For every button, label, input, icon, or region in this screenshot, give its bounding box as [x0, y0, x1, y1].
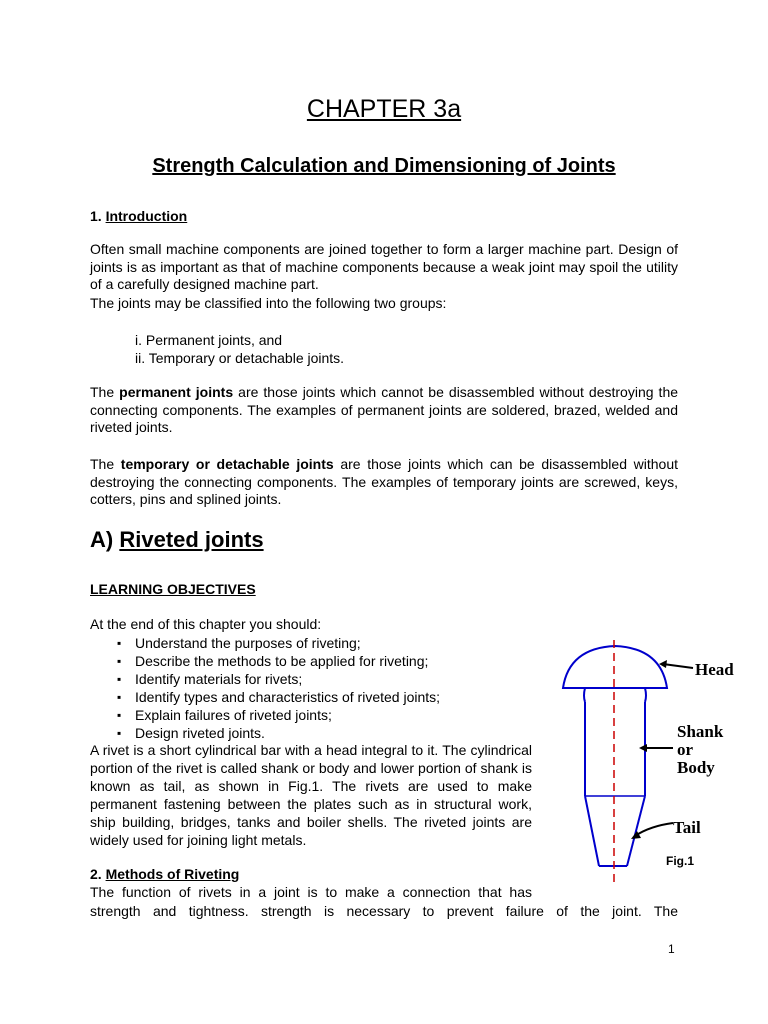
- section-title: Methods of Riveting: [105, 866, 240, 882]
- figure-caption: Fig.1: [666, 854, 695, 868]
- label-tail: Tail: [673, 818, 701, 837]
- objectives-list: [117, 634, 440, 742]
- learning-objectives-heading: LEARNING OBJECTIVES: [90, 581, 256, 597]
- term-permanent-joints: permanent joints: [119, 384, 234, 400]
- list-item: ▪ Identify types and characteristics of riveted joints;: [117, 688, 440, 706]
- arrow-head: [639, 744, 647, 752]
- head-arrow: [663, 664, 693, 668]
- list-item: ▪ Identify materials for rivets;: [117, 670, 440, 688]
- tail-left-edge: [585, 796, 599, 866]
- rivet-description: A rivet is a short cylindrical bar with a head integral to it. The cylindrical portion of the rivet is called shank or body and lower portion of shank is known as tail, as shown in Fig.1. The rivets are used to make permanent fastening between the plates such as in structural work, ship building, bridges, tanks and boiler shells. The riveted joints are widely used for joining light metals.: [90, 742, 532, 848]
- section-number: 1.: [90, 208, 102, 224]
- label-head: Head: [695, 660, 734, 679]
- intro-paragraph: Often small machine components are joined together to form a larger machine part. Design of joints is as important as that of machine components because a weak joint may spoil the utility of a carefully designed machine part.: [90, 241, 678, 292]
- chapter-title: CHAPTER 3a: [306, 95, 462, 123]
- list-item: ▪ Understand the purposes of riveting;: [117, 634, 440, 652]
- temporary-joints-paragraph: [90, 456, 678, 509]
- label-body: Body: [677, 758, 715, 777]
- text: The: [90, 456, 115, 472]
- methods-line-2: strength and tightness. strength is necessary to prevent failure of the joint. The: [90, 903, 678, 919]
- heading-text: Riveted joints: [119, 527, 264, 552]
- head-fillet-left: [584, 688, 585, 702]
- term-temporary-joints: temporary or detachable joints: [120, 456, 334, 472]
- permanent-joints-paragraph: [90, 384, 678, 437]
- text: are those joints which can be disassembled without destroying the connecting components. The examples of temporary joints are screwed, keys, cotters, pins and splined joints.: [90, 456, 678, 507]
- section-title: Introduction: [105, 208, 188, 224]
- page-number: 1: [668, 942, 675, 956]
- list-item: ▪ Describe the methods to be applied for riveting;: [117, 652, 440, 670]
- list-item: ▪ Design riveted joints.: [117, 724, 440, 742]
- text: The: [90, 384, 115, 400]
- section-heading-methods: [90, 866, 239, 882]
- riveted-joints-heading: [90, 527, 264, 553]
- objectives-intro: At the end of this chapter you should:: [90, 616, 322, 632]
- section-heading-introduction: [90, 208, 187, 224]
- label-shank: Shank: [677, 722, 724, 741]
- tail-arrow: [635, 823, 673, 836]
- rivet-head-shape: [563, 646, 667, 688]
- list-item: ▪ Explain failures of riveted joints;: [117, 706, 440, 724]
- classification-sentence: The joints may be classified into the following two groups:: [90, 295, 447, 311]
- head-fillet-right: [645, 688, 646, 702]
- section-number: 2.: [90, 866, 102, 882]
- label-or: or: [677, 740, 694, 759]
- heading-prefix: A): [90, 527, 114, 552]
- list-item-permanent: i. Permanent joints, and: [135, 332, 283, 348]
- list-item-temporary: ii. Temporary or detachable joints.: [135, 350, 345, 366]
- chapter-subtitle: Strength Calculation and Dimensioning of Joints: [152, 155, 616, 177]
- methods-line-1: The function of rivets in a joint is to make a connection that has: [90, 884, 532, 900]
- text: are those joints which cannot be disassembled without destroying the connecting components. The examples of permanent joints are soldered, brazed, welded and riveted joints.: [90, 384, 679, 435]
- rivet-figure: [555, 640, 755, 890]
